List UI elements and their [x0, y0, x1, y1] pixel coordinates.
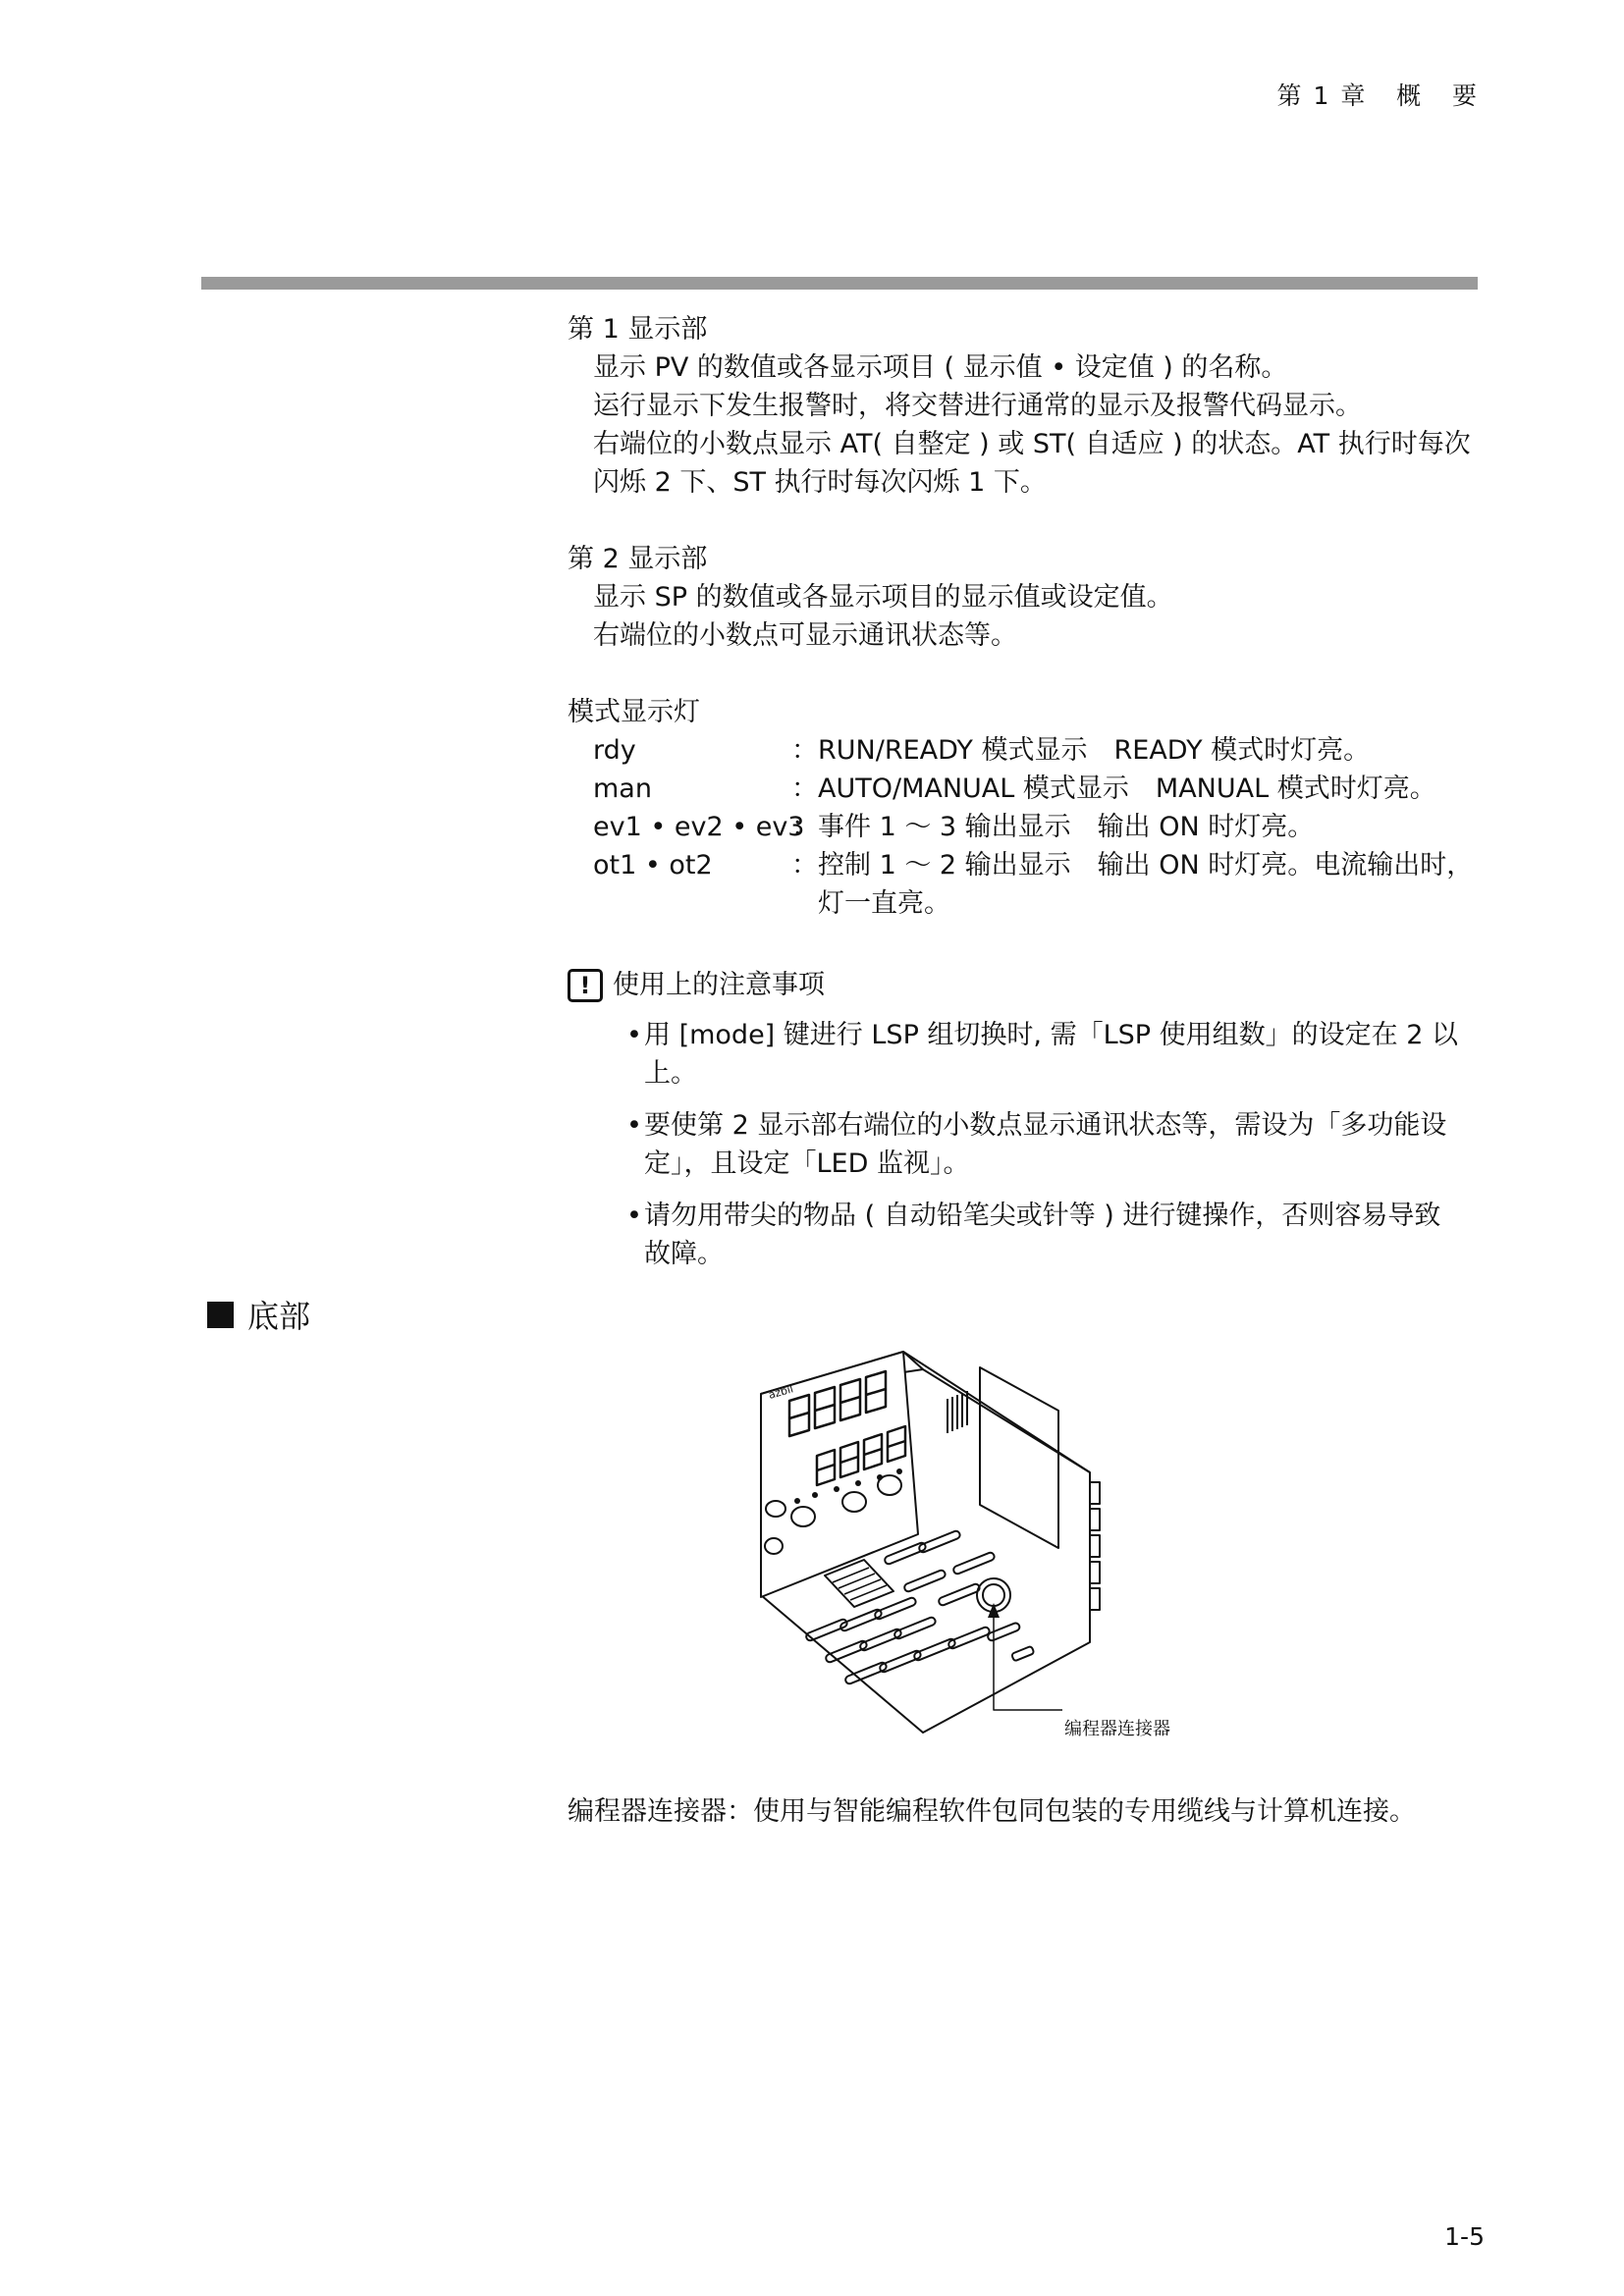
bottom-section-title: 底部 [247, 1298, 311, 1335]
display1-line: 运行显示下发生报警时，将交替进行通常的显示及报警代码显示。 [593, 391, 1362, 421]
mode-desc: 灯一直亮。 [791, 888, 950, 919]
caution-list [626, 1016, 1461, 1273]
caution-item: • 用 [mode] 键进行 LSP 组切换时, 需「LSP 使用组数」的设定在 2 以上。 [626, 1016, 1461, 1093]
display1-title: 第 1 显示部 [568, 314, 708, 345]
caution-header [568, 966, 1490, 1004]
loader-connector-callout: 编程器连接器 [1064, 1719, 1170, 1739]
caution-item: • 请勿用带尖的物品 ( 自动铅笔尖或针等 ) 进行键操作，否则容易导致故障。 [626, 1197, 1461, 1273]
display2-title: 第 2 显示部 [568, 544, 708, 574]
loader-connector-description: 编程器连接器：使用与智能编程软件包同包装的专用缆线与计算机连接。 [568, 1796, 1416, 1827]
display2-line: 显示 SP 的数值或各显示项目的显示值或设定值。 [593, 582, 1173, 613]
display1-block [568, 310, 1471, 502]
mode-desc: ：控制 1 ～ 2 输出显示 输出 ON 时灯亮。电流输出时， [791, 850, 1474, 881]
mode-key [593, 884, 791, 923]
caution-item: • 要使第 2 显示部右端位的小数点显示通讯状态等，需设为「多功能设定」，且设定「LED 监视」。 [626, 1106, 1461, 1183]
section-rule [201, 277, 1478, 290]
bottom-section-heading [207, 1292, 310, 1337]
square-bullet-icon [207, 1302, 234, 1328]
mode-key: rdy [593, 735, 636, 766]
page-number: 1-5 [1444, 2222, 1485, 2251]
mode-key: ev1 • ev2 • ev3 [593, 812, 805, 842]
mode-desc: ：RUN/READY 模式显示 READY 模式时灯亮。 [791, 735, 1371, 766]
display1-line: 右端位的小数点显示 AT( 自整定 ) 或 ST( 自适应 ) 的状态。AT 执行时每次 [593, 429, 1471, 459]
brand-logo: azbil [767, 1382, 795, 1402]
mode-desc: ：AUTO/MANUAL 模式显示 MANUAL 模式时灯亮。 [791, 774, 1436, 804]
display2-line: 右端位的小数点可显示通讯状态等。 [593, 620, 1017, 651]
mode-lights-title: 模式显示灯 [568, 697, 700, 727]
caution-icon: ! [568, 969, 603, 1002]
mode-key: ot1 • ot2 [593, 850, 713, 881]
display1-line: 闪烁 2 下、ST 执行时每次闪烁 1 下。 [593, 467, 1047, 498]
controller-bottom-figure [746, 1340, 1208, 1742]
mode-lights-block [568, 693, 1473, 923]
mode-lights-table [568, 731, 1473, 923]
mode-desc: ：事件 1 ～ 3 输出显示 输出 ON 时灯亮。 [791, 812, 1315, 842]
chapter-header: 第 1 章 概 要 [1276, 81, 1479, 110]
display2-block [568, 540, 1173, 655]
caution-block [568, 966, 1490, 1273]
mode-key: man [593, 774, 652, 804]
caution-title: 使用上的注意事项 [613, 970, 825, 1000]
display1-line: 显示 PV 的数值或各显示项目 ( 显示值 • 设定值 ) 的名称。 [593, 352, 1288, 383]
